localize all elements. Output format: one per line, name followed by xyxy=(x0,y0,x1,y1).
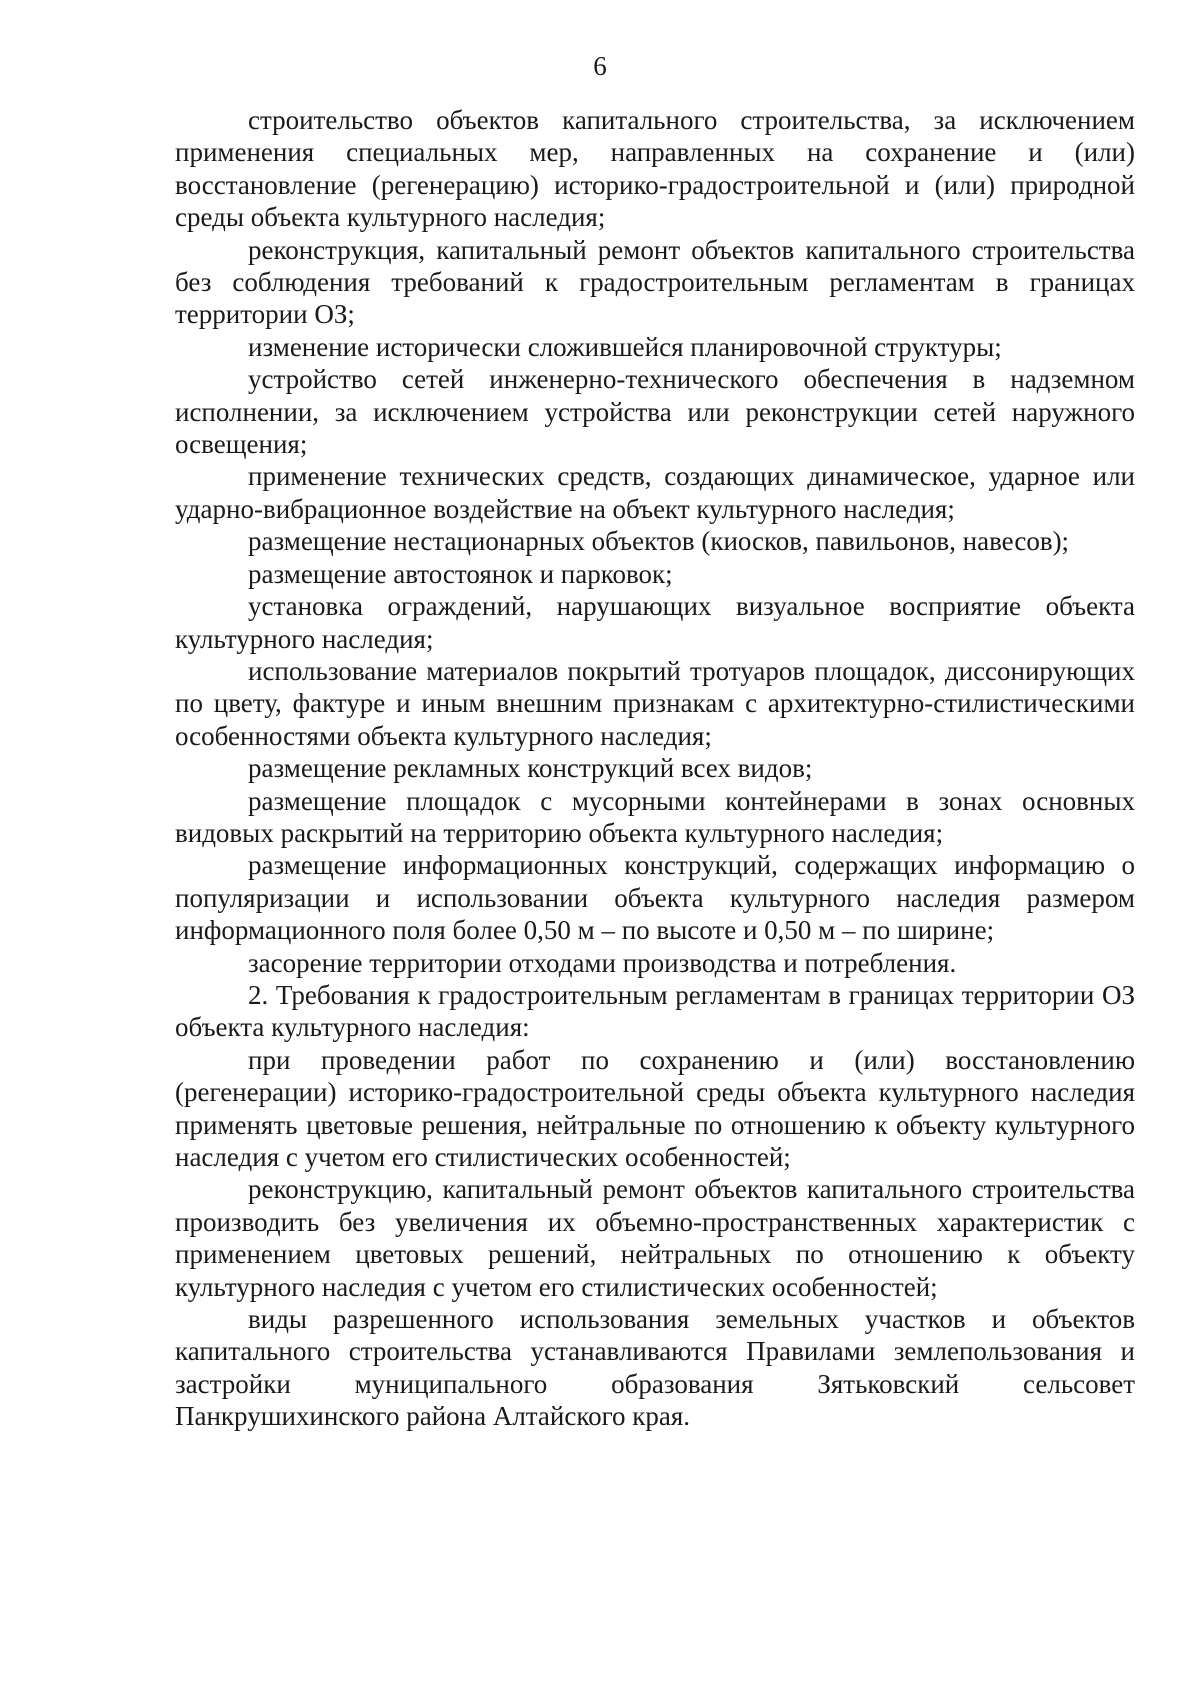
paragraph-advertising: размещение рекламных конструкций всех видов; xyxy=(248,753,813,784)
paragraph-technical-means: применение технических средств, создающих динамическое, ударное или ударно-вибрационное воздействие на объект культурного наследия; xyxy=(175,461,1135,524)
paragraph-parking: размещение автостоянок и парковок; xyxy=(248,558,673,589)
page-number: 6 xyxy=(593,51,607,81)
paragraph-littering: засорение территории отходами производства и потребления. xyxy=(248,947,957,978)
paragraph-planning-structure: изменение исторически сложившейся планировочной структуры; xyxy=(248,331,1002,362)
paragraph-reconstruction-prohibition: реконструкция, капитальный ремонт объектов капитального строительства без соблюдения требований к градостроительным регламентам в границах территории ОЗ; xyxy=(175,234,1135,330)
paragraph-color-solutions: при проведении работ по сохранению и (или) восстановлению (регенерации) историко-градостроительной среды объекта культурного наследия применять цветовые решения, нейтральные по отношению к объекту культурного наследия с учетом его стилистических особенностей; xyxy=(175,1044,1135,1172)
paragraph-section-2-heading: 2. Требования к градостроительным регламентам в границах территории ОЗ объекта культурного наследия: xyxy=(175,979,1135,1043)
paragraph-information-structures: размещение информационных конструкций, содержащих информацию о популяризации и использовании объекта культурного наследия размером информационного поля более 0,50 м – по высоте и 0,50 м – по ширине; xyxy=(175,850,1135,946)
paragraph-continuation: строительство объектов капитального строительства, за исключением применения специальных мер, направленных на сохранение и (или) восстановление (регенерацию) историко-градостроительной и (или) природной среды объекта культурного наследия; xyxy=(175,105,1135,233)
paragraph-paving-materials: использование материалов покрытий тротуаров площадок, диссонирующих по цвету, фактуре и иным внешним признакам с архитектурно-стилистическими особенностями объекта культурного наследия; xyxy=(175,655,1135,751)
paragraph-engineering-networks: устройство сетей инженерно-технического обеспечения в надземном исполнении, за исключением устройства или реконструкции сетей наружного освещения; xyxy=(175,364,1135,460)
paragraph-fences: установка ограждений, нарушающих визуальное восприятие объекта культурного наследия; xyxy=(175,591,1135,654)
paragraph-non-stationary-objects: размещение нестационарных объектов (киосков, павильонов, навесов); xyxy=(248,526,1070,557)
paragraph-waste-containers: размещение площадок с мусорными контейнерами в зонах основных видовых раскрытий на территорию объекта культурного наследия; xyxy=(175,785,1135,848)
paragraph-reconstruction-requirements: реконструкцию, капитальный ремонт объектов капитального строительства производить без увеличения их объемно-пространственных характеристик с применением цветовых решений, нейтральных по отношению к объекту культурного наследия с учетом его стилистических особенностей; xyxy=(175,1174,1135,1302)
paragraph-permitted-use: виды разрешенного использования земельных участков и объектов капитального строительства устанавливаются Правилами землепользования и застройки муниципального образования Зятьковский сельсовет Панкрушихинского района Алтайского края. xyxy=(175,1304,1135,1432)
document-body xyxy=(175,104,1135,1433)
